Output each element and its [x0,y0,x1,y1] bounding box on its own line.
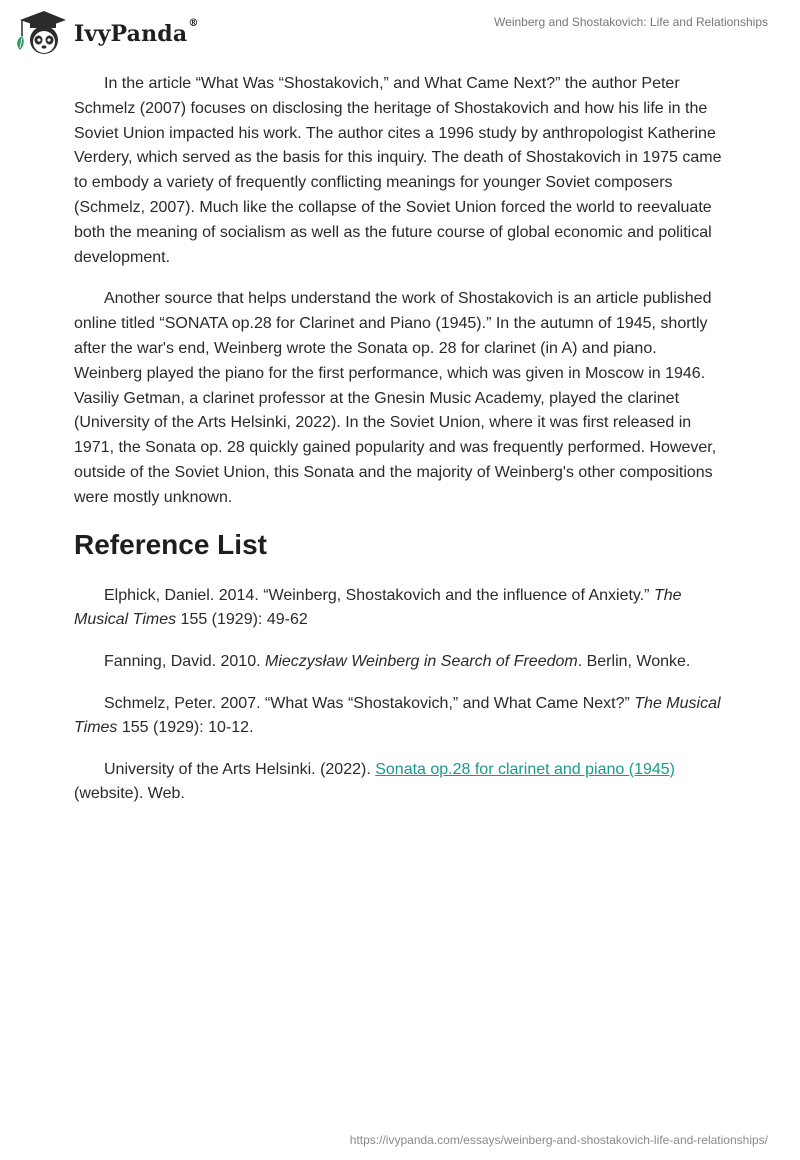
reference-entry [74,692,729,740]
registered-mark: ® [188,18,199,29]
reference-text: 155 (1929): 10-12. [117,718,254,736]
body-paragraph: In the article “What Was “Shostakovich,” and What Came Next?” the author Peter Schmelz (2007) focuses on disclosing the heritage of Shostakovich and how his life in the Soviet Union impacted his work. The author cites a 1996 study by anthropologist Katherine Verdery, which served as the basis for this inquiry. The death of Shostakovich in 1975 came to embody a variety of frequently conflicting meanings for younger Soviet composers (Schmelz, 2007). Much like the collapse of the Soviet Union forced the world to reevaluate both the meaning of socialism as well as the future course of global economic and political development. [74,75,722,266]
body-paragraph: Another source that helps understand the work of Shostakovich is an article published online titled “SONATA op.28 for Clarinet and Piano (1945).” In the autumn of 1945, shortly after the war's end, Weinberg wrote the Sonata op. 28 for clarinet (in A) and piano. Weinberg played the piano for the first performance, which was given in Moscow in 1946. Vasiliy Getman, a clarinet professor at the Gnesin Music Academy, played the clarinet (University of the Arts Helsinki, 2022). In the Soviet Union, where it was first released in 1971, the Sonata op. 28 quickly gained popularity and was frequently performed. However, outside of the Soviet Union, this Sonata and the majority of Weinberg's other compositions were mostly unknown. [74,290,717,506]
reference-list-heading: Reference List [74,528,267,560]
reference-text: . Berlin, Wonke. [577,652,691,670]
reference-journal-title: The Musical Times [74,586,682,628]
footer-url: https://ivypanda.com/essays/weinberg-and-shostakovich-life-and-relationships/ [349,1133,768,1147]
reference-text: Fanning, David. 2010. [104,652,265,670]
panda-graduate-icon [14,8,68,56]
logo-text: IvyPanda [74,21,188,47]
reference-text: Elphick, Daniel. 2014. “Weinberg, Shostakovich and the influence of Anxiety.” [104,586,654,604]
reference-entry [74,650,729,674]
reference-text: Schmelz, Peter. 2007. “What Was “Shostakovich,” and What Came Next?” [104,694,635,712]
reference-entry [74,584,729,632]
reference-entry [74,758,729,806]
reference-book-title: Mieczysław Weinberg in Search of Freedom [265,652,578,670]
ivypanda-logo[interactable] [14,8,199,56]
reference-journal-title: The Musical Times [74,694,721,736]
page-header [0,0,800,60]
essay-content [74,72,729,824]
reference-link[interactable]: Sonata op.28 for clarinet and piano (1945) [375,760,675,778]
running-title: Weinberg and Shostakovich: Life and Relationships [494,15,768,29]
reference-text: (website). Web. [74,784,185,802]
reference-text: 155 (1929): 49-62 [176,610,308,628]
logo-wordmark [74,18,199,47]
reference-text: University of the Arts Helsinki. (2022). [104,760,376,778]
